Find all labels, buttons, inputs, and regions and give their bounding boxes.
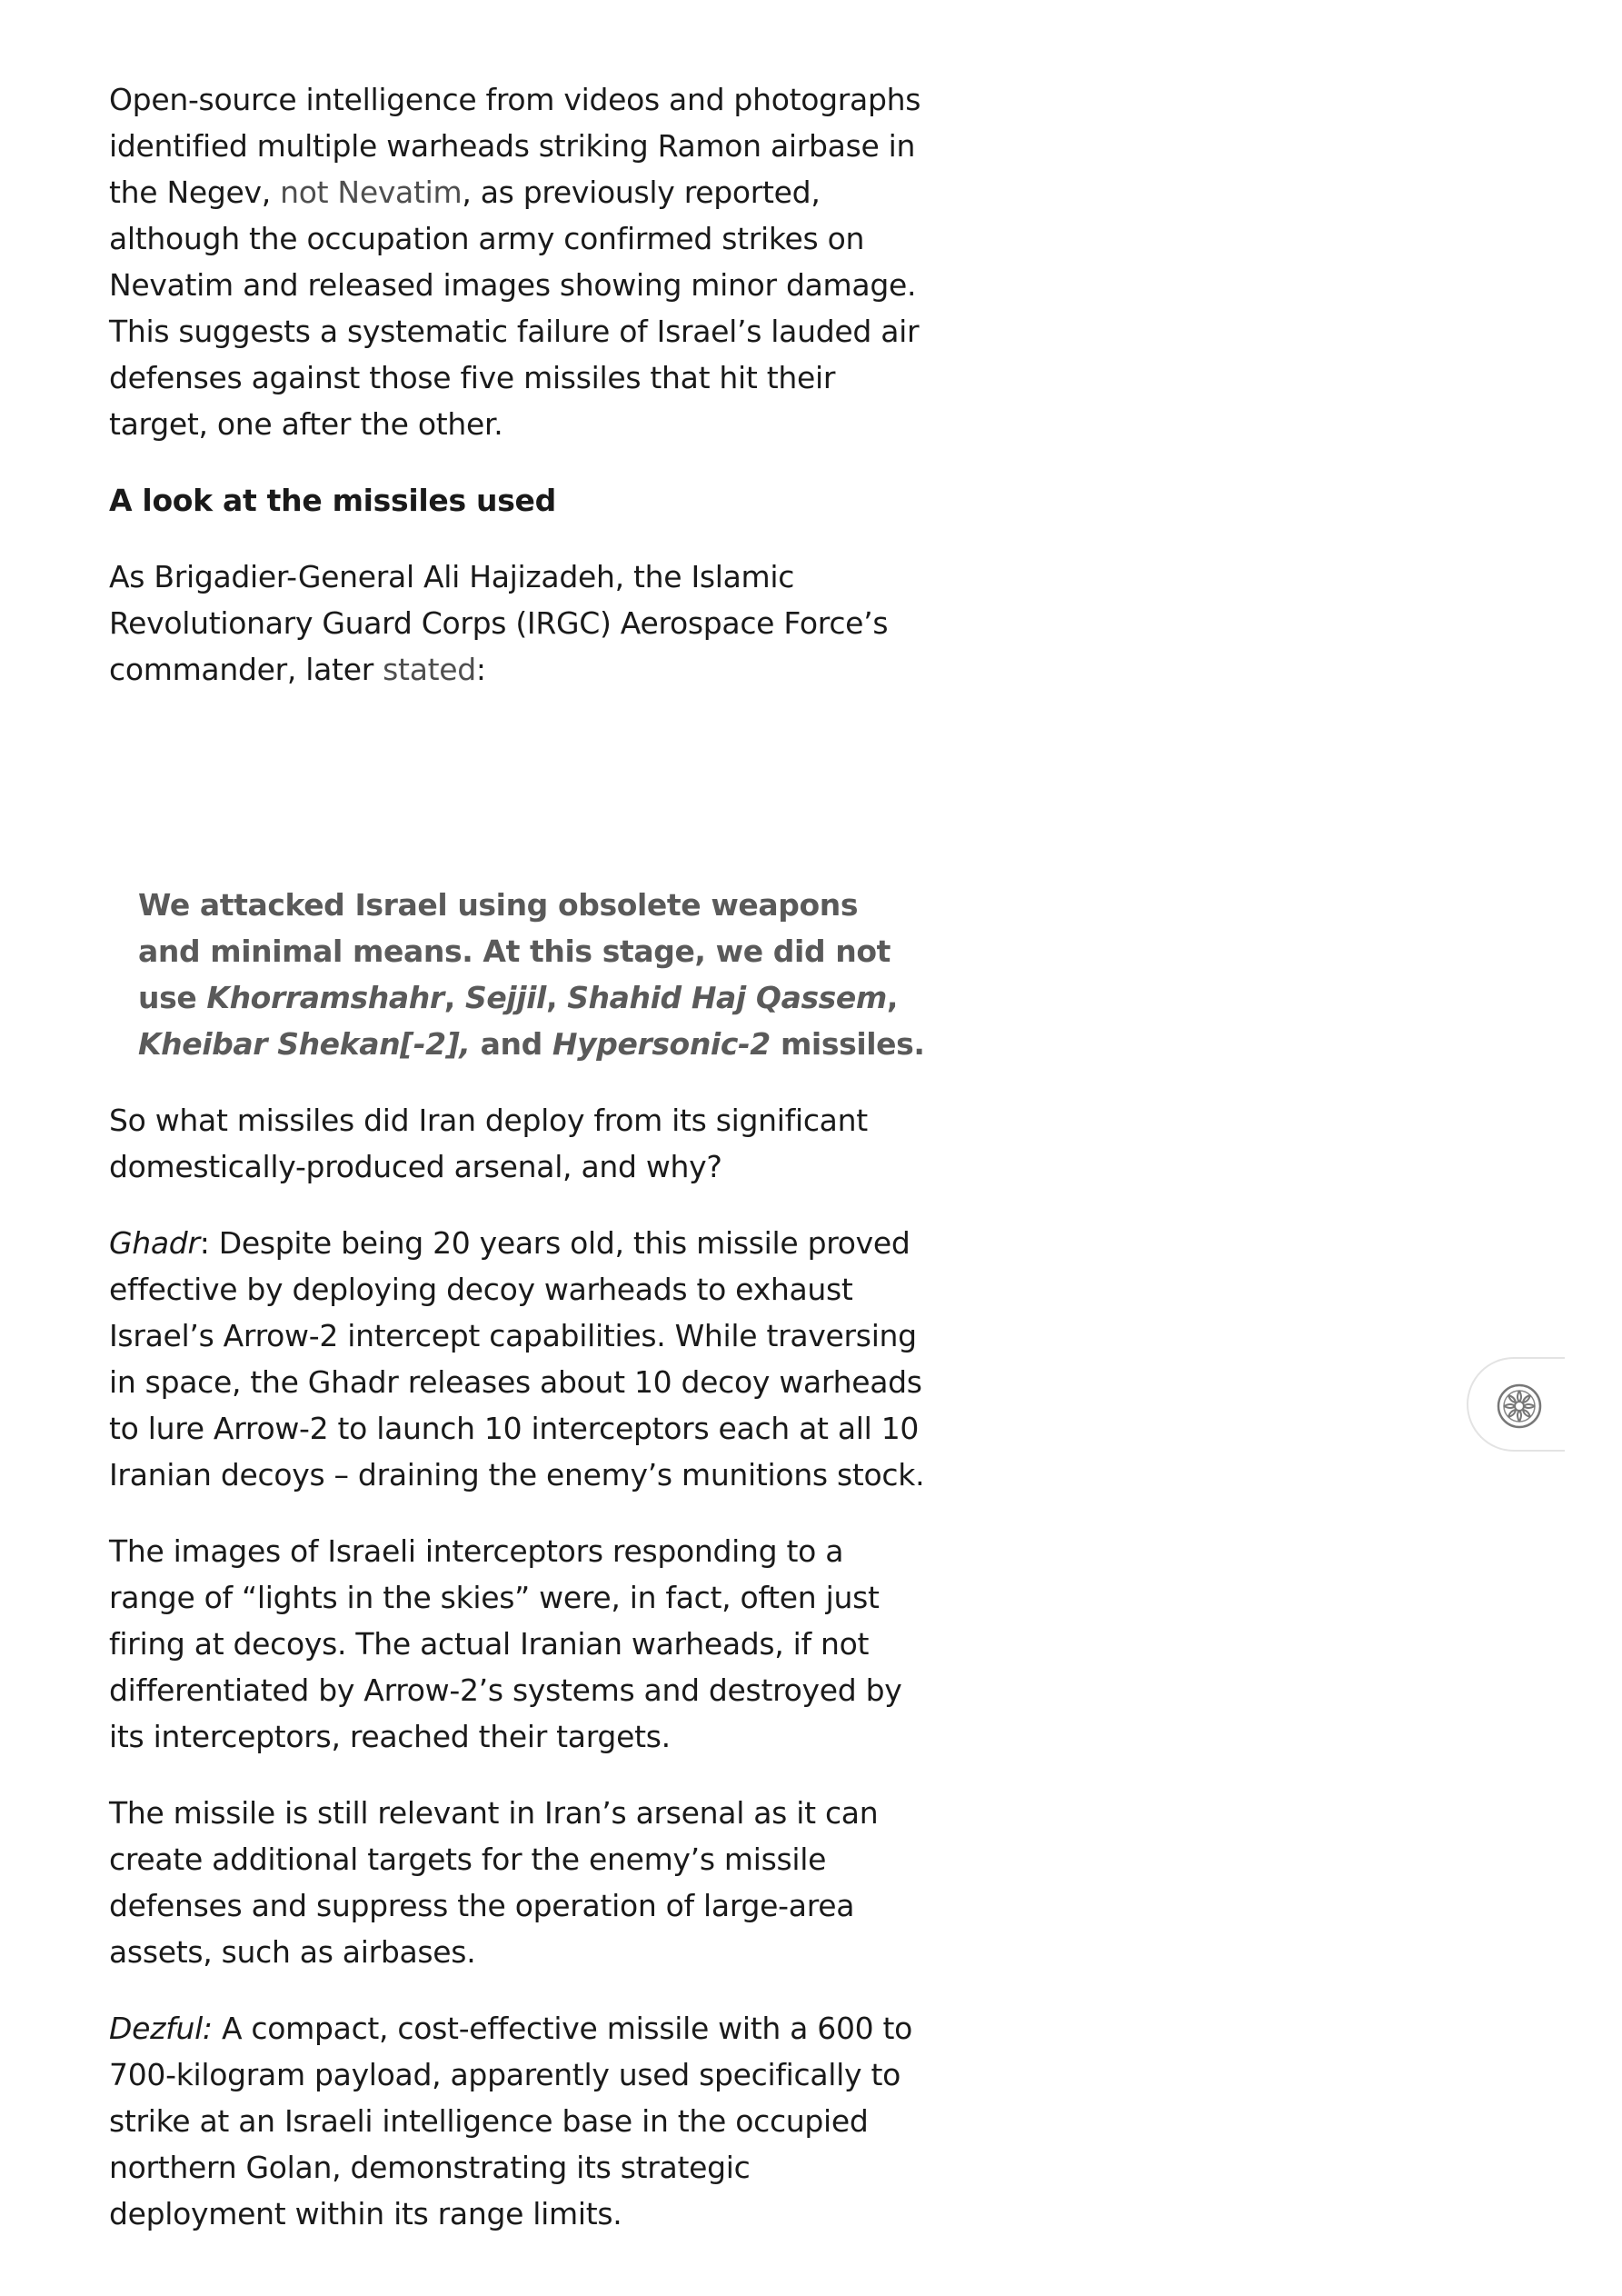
quote-text: ,: [886, 980, 899, 1015]
missile-term: Ghadr: [109, 1225, 200, 1261]
quote-text: ,: [443, 980, 465, 1015]
paragraph-text: , as previously reported, although the occupation army confirmed strikes on Nevatim and released images showing minor damage. This suggests a systematic failure of Israel’s lauded air defenses against those five missiles that hit their target, one after the other.: [109, 175, 920, 442]
article-body: [109, 76, 927, 2237]
paragraph-interceptors: The images of Israeli interceptors responding to a range of “lights in the skies” were, in fact, often just firing at decoys. The actual Iranian warheads, if not differentiated by Arrow-2’s systems and destroyed by its interceptors, reached their targets.: [109, 1533, 902, 1754]
missile-name: Hypersonic-2: [552, 1026, 771, 1062]
missile-name: Shahid Haj Qassem: [567, 980, 887, 1015]
section-heading: A look at the missiles used: [109, 483, 556, 518]
paragraph-text: Open-source intelligence from videos and photographs identified multiple warheads striking Ramon airbase in the Negev,: [109, 82, 921, 210]
paragraph-text: As Brigadier-General Ali Hajizadeh, the Islamic Revolutionary Guard Corps (IRGC) Aerospace Force’s commander, later: [109, 559, 889, 687]
paragraph-relevance: The missile is still relevant in Iran’s arsenal as it can create additional targets for the enemy’s missile defenses and suppress the operation of large-area assets, such as airbases.: [109, 1795, 879, 1970]
link-not-nevatim[interactable]: not Nevatim: [280, 175, 463, 210]
missile-name: Khorramshahr: [206, 980, 444, 1015]
paragraph-hajizadeh: [109, 554, 927, 693]
paragraph-dezful: [109, 2005, 927, 2237]
missile-term: Dezful:: [109, 2011, 213, 2046]
paragraph-text: : Despite being 20 years old, this missile proved effective by deploying decoy warheads to exhaust Israel’s Arrow-2 intercept capabilities. While traversing in space, the Ghadr releases about 10 decoy warheads to lure Arrow-2 to launch 10 interceptors each at all 10 Iranian decoys – draining the enemy’s munitions stock.: [109, 1225, 925, 1492]
embed-placeholder: [109, 693, 927, 882]
paragraph-question: So what missiles did Iran deploy from its significant domestically-produced arsenal, and why?: [109, 1103, 868, 1184]
paragraph-ghadr: [109, 1220, 927, 1498]
ornament-icon: [1496, 1383, 1543, 1430]
quote-text: We attacked Israel using obsolete weapons and minimal means. At this stage, we did not use: [138, 887, 891, 1015]
quote-text: missiles.: [770, 1026, 925, 1062]
link-stated[interactable]: stated: [383, 652, 476, 687]
quote-text: and: [470, 1026, 552, 1062]
quote-text: ,: [545, 980, 568, 1015]
missile-name: Sejjil: [464, 980, 546, 1015]
paragraph-open-source: [109, 76, 927, 447]
missile-name: Kheibar Shekan[-2],: [138, 1026, 471, 1062]
floating-side-button[interactable]: [1467, 1357, 1565, 1452]
paragraph-text: A compact, cost-effective missile with a 600 to 700-kilogram payload, apparently used specifically to strike at an Israeli intelligence base in the occupied northern Golan, demonstrating its strategic deployment within its range limits.: [109, 2011, 913, 2231]
paragraph-text: :: [475, 652, 486, 687]
blockquote: [138, 882, 927, 1067]
